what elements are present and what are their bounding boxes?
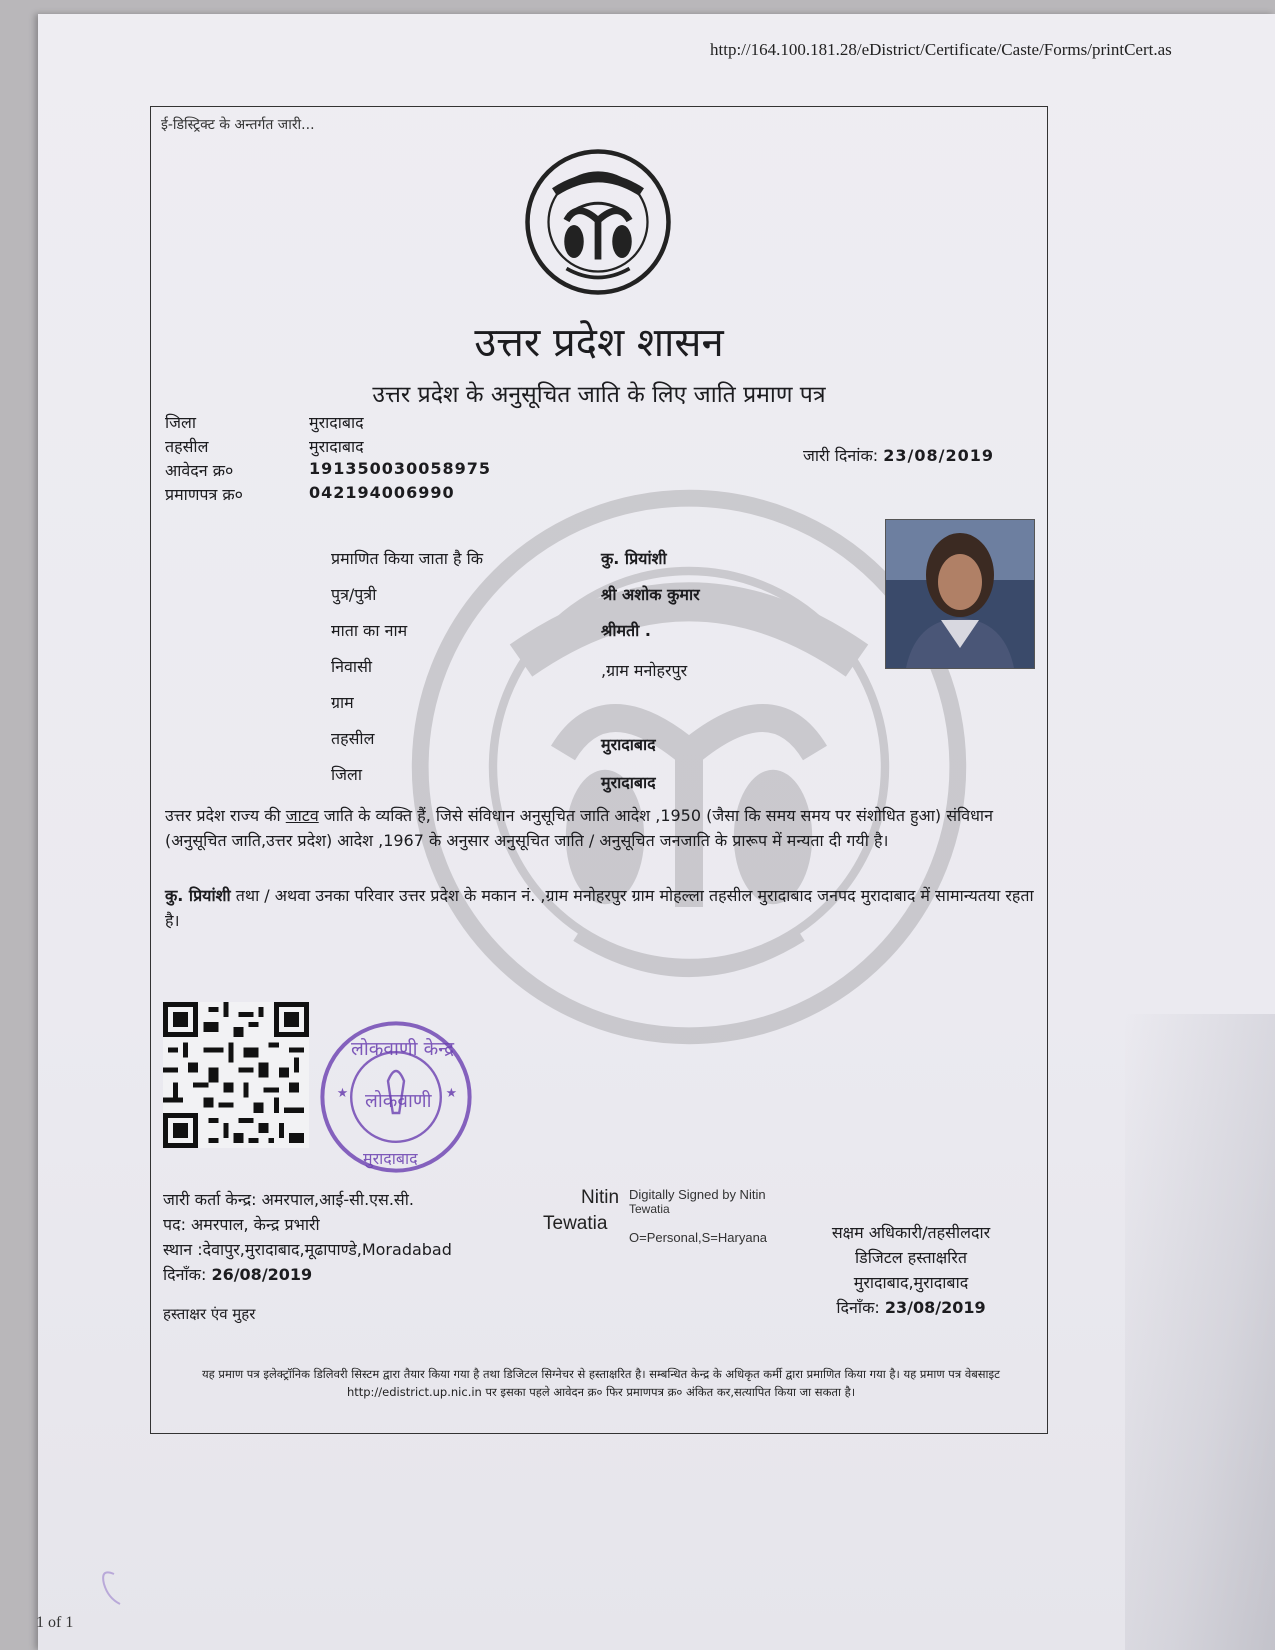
issue-date-value: 23/08/2019 xyxy=(883,446,994,465)
applicant-portrait-icon xyxy=(886,520,1034,668)
meta-tehsil-label: तहसील xyxy=(165,437,209,456)
residence-paragraph xyxy=(165,883,1035,933)
up-government-emblem-icon xyxy=(523,147,673,297)
issuer-place: स्थान :देवापुर,मुरादाबाद,मूढापाण्डे,Moradabad xyxy=(163,1240,452,1259)
field-tehsil-value: मुरादाबाद xyxy=(601,735,656,754)
mother-value: श्रीमती . xyxy=(601,621,651,640)
authority-date-label: दिनाँक: xyxy=(836,1298,880,1317)
issued-under-text: ई-डिस्ट्रिक्ट के अन्तर्गत जारी... xyxy=(161,117,315,133)
paragraph1-after: जाति के व्यक्ति हैं, जिसे संविधान अनुसूचित जाति आदेश ,1950 (जैसा कि समय समय पर संशोधित हुआ) संविधान (अनुसूचित जाति,उत्तर प्रदेश) आदेश ,1967 के अनुसार अनुसूचित जाति / अनुसूचित जनजाति के प्रारूप में मन्यता दी गयी है। xyxy=(165,806,993,850)
svg-text:★: ★ xyxy=(336,1086,349,1101)
stamp-center-text: लोकवाणी xyxy=(365,1090,432,1112)
paragraph2-name: कु. प्रियांशी xyxy=(165,886,231,905)
certificate-title: उत्तर प्रदेश के अनुसूचित जाति के लिए जाति प्रमाण पत्र xyxy=(372,382,826,408)
field-district-value: मुरादाबाद xyxy=(601,773,656,792)
issuer-date-label: दिनाँक: xyxy=(163,1265,207,1284)
mother-label: माता का नाम xyxy=(331,621,408,640)
caste-name: जाटव xyxy=(285,806,319,825)
authority-signed: डिजिटल हस्ताक्षरित xyxy=(855,1248,967,1267)
issuer-date xyxy=(163,1262,452,1287)
issuer-centre: जारी कर्ता केन्द्र: अमरपाल,आई-सी.एस.सी. xyxy=(163,1190,414,1209)
certificate-no-value: 042194006990 xyxy=(309,483,455,502)
paper-fold-shadow xyxy=(1125,1014,1275,1650)
application-no-label: आवेदन क्र० xyxy=(165,461,234,480)
digital-signature-line1: Digitally Signed by Nitin xyxy=(629,1187,766,1202)
pen-mark-icon xyxy=(94,1564,134,1614)
issuer-block xyxy=(163,1187,452,1287)
signer-first-name: Nitin xyxy=(581,1187,620,1208)
certified-value: कु. प्रियांशी xyxy=(601,549,667,568)
footer-note: यह प्रमाण पत्र इलेक्ट्रॉनिक डिलिवरी सिस्टम द्वारा तैयार किया गया है तथा डिजिटल सिग्नेचर से हस्ताक्षरित है। सम्बन्धित केन्द्र के अधिकृत कर्मी द्वारा प्रमाणित किया गया है। यह प्रमाण पत्र वेबसाइट http://edistrict.up.nic.in पर इसका पहले आवेदन क्र० फिर प्रमाणपत्र क्र० अंकित कर,सत्यापित किया जा सकता है। xyxy=(202,1367,1000,1399)
page-number: 1 of 1 xyxy=(36,1614,74,1631)
meta-district-label: जिला xyxy=(165,413,197,432)
issuer-date-value: 26/08/2019 xyxy=(211,1265,313,1284)
child-of-label: पुत्र/पुत्री xyxy=(331,585,377,604)
paragraph2-rest: तथा / अथवा उनका परिवार उत्तर प्रदेश के मकान नं. ,ग्राम मनोहरपुर ग्राम मोहल्ला तहसील मुरादाबाद जनपद मुरादाबाद में सामान्यतया रहता है। xyxy=(165,886,1034,930)
application-no-value: 191350030058975 xyxy=(309,459,491,478)
caste-paragraph xyxy=(165,803,1035,853)
stamp-top-text: लोकवाणी केन्द्र xyxy=(351,1038,455,1060)
authority-date-value: 23/08/2019 xyxy=(884,1298,986,1317)
issue-date xyxy=(803,444,994,466)
issue-date-label: जारी दिनांक: xyxy=(803,446,879,465)
authority-location: मुरादाबाद,मुरादाबाद xyxy=(853,1273,969,1292)
issuer-designation: पद: अमरपाल, केन्द्र प्रभारी xyxy=(163,1215,320,1234)
signer-last-name: Tewatia xyxy=(543,1213,608,1234)
authority-block xyxy=(791,1220,1031,1320)
paragraph1-before: उत्तर प्रदेश राज्य की xyxy=(165,806,286,825)
government-title: उत्तर प्रदेश शासन xyxy=(474,320,724,366)
browser-url: http://164.100.181.28/eDistrict/Certificate/Caste/Forms/printCert.as xyxy=(710,40,1172,59)
qr-code-icon xyxy=(163,1002,309,1148)
digital-signature-line2: Tewatia xyxy=(629,1202,670,1216)
applicant-photo xyxy=(885,519,1035,669)
stamp-bottom-text: मुरादाबाद xyxy=(363,1149,418,1168)
village-label: ग्राम xyxy=(331,693,354,712)
resident-value: ,ग्राम मनोहरपुर xyxy=(601,661,688,680)
certified-label: प्रमाणित किया जाता है कि xyxy=(331,549,484,568)
field-district-label: जिला xyxy=(331,765,363,784)
child-of-value: श्री अशोक कुमार xyxy=(601,585,700,604)
certificate-no-label: प्रमाणपत्र क्र० xyxy=(165,485,243,504)
meta-district-value: मुरादाबाद xyxy=(309,413,364,432)
authority-date xyxy=(791,1295,1031,1320)
signature-seal-label: हस्ताक्षर एंव मुहर xyxy=(163,1305,256,1323)
authority-title: सक्षम अधिकारी/तहसीलदार xyxy=(831,1223,991,1242)
digital-signature-line3: O=Personal,S=Haryana xyxy=(629,1230,768,1245)
paper-sheet xyxy=(38,14,1275,1650)
certificate-frame xyxy=(150,106,1048,1434)
meta-tehsil-value: मुरादाबाद xyxy=(309,437,364,456)
field-tehsil-label: तहसील xyxy=(331,729,375,748)
resident-label: निवासी xyxy=(331,657,373,676)
svg-text:★: ★ xyxy=(445,1086,458,1101)
